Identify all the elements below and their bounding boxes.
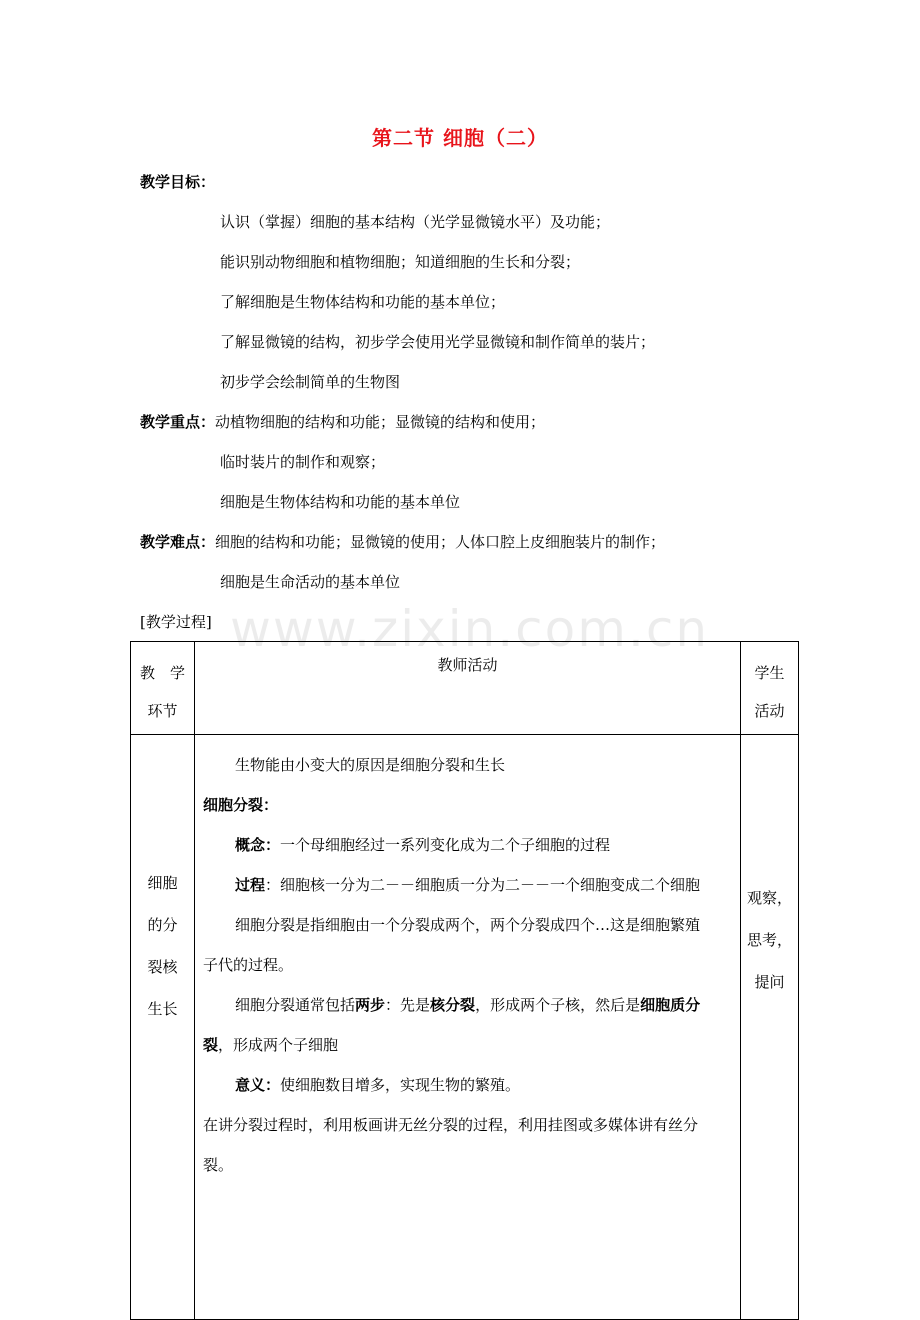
steps-bold: 细胞质分 (640, 996, 701, 1014)
steps-line (203, 985, 734, 1025)
split-line: 子代的过程。 (203, 956, 294, 974)
objective-item: 能识别动物细胞和植物细胞；知道细胞的生长和分裂； (220, 253, 581, 271)
header-stage-line: 教 学 (139, 664, 185, 682)
student-line: 提问 (754, 973, 785, 991)
difficulties-label: 教学难点： (140, 533, 216, 551)
steps-bold: 两步 (355, 996, 386, 1014)
header-teacher: 教师活动 (195, 642, 741, 735)
objective-item: 了解细胞是生物体结构和功能的基本单位； (220, 293, 506, 311)
stage-line: 的分 (147, 916, 178, 934)
document-title: 第二节 细胞（二） (372, 126, 548, 150)
stage-line: 裂核 (147, 958, 178, 976)
header-student-line: 学生 (754, 664, 785, 682)
steps-text: ，形成两个子核，然后是 (475, 996, 641, 1014)
process-step-label: 过程 (235, 876, 266, 894)
table-row (131, 735, 799, 1320)
key-points-label: 教学重点： (140, 413, 216, 431)
stage-line: 生长 (147, 1000, 178, 1018)
key-point-item: 动植物细胞的结构和功能；显微镜的结构和使用； (215, 413, 546, 431)
process-label: [教学过程] (140, 613, 212, 631)
concept-text: 一个母细胞经过一系列变化成为二个子细胞的过程 (280, 836, 611, 854)
split-line: 细胞分裂是指细胞由一个分裂成两个，两个分裂成四个…这是细胞繁殖 (235, 916, 701, 934)
steps-bold: 裂 (203, 1036, 219, 1054)
watermark: www.zixin.com.cn (230, 600, 710, 658)
objective-item: 了解显微镜的结构，初步学会使用光学显微镜和制作简单的装片； (220, 333, 656, 351)
concept-line (203, 825, 734, 865)
objective-item: 初步学会绘制简单的生物图 (220, 373, 401, 391)
note-line: 在讲分裂过程时，利用板画讲无丝分裂的过程，利用挂图或多媒体讲有丝分 (203, 1116, 699, 1134)
table-header-row (131, 642, 799, 735)
process-table (130, 641, 799, 1320)
intro-text: 生物能由小变大的原因是细胞分裂和生长 (235, 756, 506, 774)
objective-item: 认识（掌握）细胞的基本结构（光学显微镜水平）及功能； (220, 213, 611, 231)
process-text: ：细胞核一分为二－－细胞质一分为二－－一个细胞变成二个细胞 (265, 876, 701, 894)
steps-text: ：先是 (385, 996, 431, 1014)
student-line: 思考， (746, 931, 792, 949)
key-points-line (140, 411, 545, 432)
objectives-label: 教学目标： (140, 173, 216, 191)
meaning-label: 意义： (235, 1076, 281, 1094)
process-line (203, 865, 734, 905)
header-student (741, 642, 799, 735)
teacher-activity-cell (195, 735, 741, 1320)
difficulties-line (140, 531, 665, 552)
steps-line (203, 1025, 734, 1065)
key-point-item: 细胞是生物体结构和功能的基本单位 (220, 493, 461, 511)
meaning-text: 使细胞数目增多，实现生物的繁殖。 (280, 1076, 521, 1094)
student-line: 观察， (746, 889, 792, 907)
meaning-line (203, 1065, 734, 1105)
key-point-item: 临时装片的制作和观察； (220, 453, 386, 471)
steps-text: ，形成两个子细胞 (218, 1036, 339, 1054)
header-student-line: 活动 (754, 702, 785, 720)
division-heading: 细胞分裂： (203, 796, 279, 814)
note-line: 裂。 (203, 1156, 234, 1174)
steps-text: 细胞分裂通常包括 (235, 996, 356, 1014)
difficulty-item: 细胞是生命活动的基本单位 (220, 573, 401, 591)
concept-label: 概念： (235, 836, 281, 854)
difficulty-item: 细胞的结构和功能；显微镜的使用；人体口腔上皮细胞装片的制作； (215, 533, 666, 551)
student-activity-cell (741, 735, 799, 1320)
header-stage (131, 642, 195, 735)
header-stage-line: 环节 (147, 702, 178, 720)
stage-line: 细胞 (147, 874, 178, 892)
stage-cell (131, 735, 195, 1320)
steps-bold: 核分裂 (430, 996, 476, 1014)
